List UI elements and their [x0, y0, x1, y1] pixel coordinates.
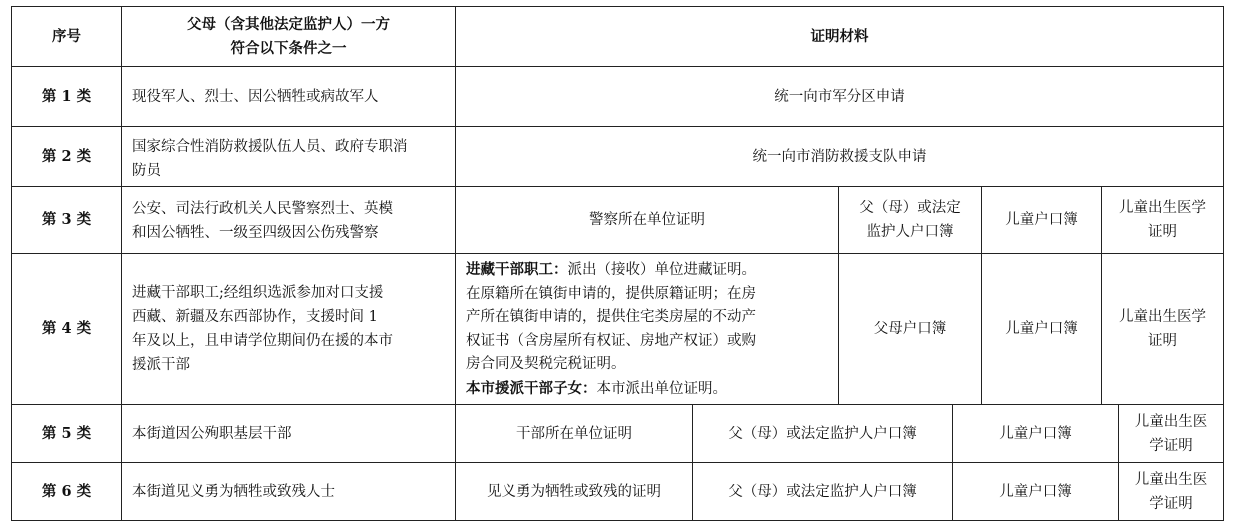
row-condition-line: 援派干部 — [132, 357, 190, 373]
row-material-child-hukou — [982, 254, 1101, 404]
row-condition — [122, 187, 455, 253]
row-material-text: 父（母）或法定监护人户口簿 — [728, 425, 917, 442]
table-row-no — [12, 187, 121, 253]
row-no-text: 第 2 类 — [41, 147, 92, 165]
row-condition — [122, 254, 455, 404]
row-material-child-hukou — [953, 463, 1118, 520]
table-row-no — [12, 127, 121, 186]
row-condition — [122, 463, 455, 520]
row-material-tibet — [466, 258, 836, 401]
row-material-text: 父母户口簿 — [873, 321, 947, 337]
row-material-proof — [456, 463, 692, 520]
row-material-line: 在原籍所在镇街申请的，提供原籍证明；在房 — [466, 285, 756, 302]
row-material-text: 儿童户口簿 — [999, 425, 1072, 442]
row-material-text: 派出（接收）单位进藏证明。 — [567, 262, 756, 278]
row-no-text: 第 1 类 — [41, 87, 92, 105]
header-condition — [122, 7, 455, 66]
table-row-no — [12, 405, 121, 462]
row-condition-line: 和因公牺牲、一级至四级因公伤残警察 — [132, 225, 379, 241]
row-material-parent-hukou — [693, 405, 952, 462]
row-material-line: 权证书（含房屋所有权证、房地产权证）或购 — [466, 332, 756, 349]
row-material-text: 统一向市军分区申请 — [774, 88, 905, 105]
row-material-birth-cert — [1102, 187, 1223, 253]
row-material-parent-hukou — [839, 254, 981, 404]
row-condition-text: 本街道因公殉职基层干部 — [132, 425, 292, 442]
row-material-proof — [456, 405, 692, 462]
row-material-line: 儿童出生医学 — [1119, 200, 1206, 216]
row-material-line — [466, 258, 836, 283]
header-materials — [456, 7, 1223, 66]
header-materials-text: 证明材料 — [810, 27, 869, 45]
row-condition-line: 国家综合性消防救援队伍人员、政府专职消 — [132, 139, 408, 155]
row-material-text: 见义勇为牺牲或致残的证明 — [487, 483, 661, 500]
row-material-parent-hukou — [839, 187, 981, 253]
row-condition-text: 本街道见义勇为牺牲或致残人士 — [132, 483, 335, 500]
row-condition-line: 年及以上，且申请学位期间仍在援的本市 — [132, 333, 393, 349]
row-material — [456, 127, 1223, 186]
row-material-line: 证明 — [1148, 224, 1177, 240]
row-material-text: 统一向市消防救援支队申请 — [752, 148, 927, 165]
header-no — [12, 7, 121, 66]
row-condition — [122, 67, 455, 126]
table-row-no — [12, 254, 121, 404]
row-material-birth-cert — [1119, 463, 1223, 520]
row-material-line: 儿童出生医 — [1134, 413, 1208, 430]
row-condition-text: 现役军人、烈士、因公牺牲或病故军人 — [132, 88, 379, 105]
row-material-line: 监护人户口簿 — [866, 224, 954, 240]
row-material-birth-cert — [1102, 254, 1223, 404]
header-condition-line: 符合以下条件之一 — [230, 39, 347, 57]
row-material-birth-cert — [1119, 405, 1223, 462]
row-material-text: 儿童户口簿 — [1005, 321, 1078, 337]
row-no-text: 第 5 类 — [41, 424, 92, 442]
row-material — [456, 67, 1223, 126]
table-border-right — [1223, 6, 1224, 521]
row-material-label: 本市援派干部子女： — [466, 379, 597, 397]
row-material-line: 学证明 — [1149, 437, 1193, 454]
row-condition — [122, 127, 455, 186]
table-border-bottom — [11, 520, 1224, 521]
row-material-line: 儿童出生医学 — [1119, 309, 1206, 325]
row-material-text: 儿童户口簿 — [1005, 212, 1078, 228]
row-material-child-hukou — [953, 405, 1118, 462]
row-material-line: 证明 — [1148, 333, 1177, 349]
row-material-line: 儿童出生医 — [1134, 471, 1208, 488]
row-condition-line: 防员 — [132, 163, 161, 179]
row-condition-line: 西藏、新疆及东西部协作，支援时间 1 — [132, 309, 378, 325]
table-row-no — [12, 463, 121, 520]
header-condition-line: 父母（含其他法定监护人）一方 — [187, 15, 390, 33]
row-material-child-hukou — [982, 187, 1101, 253]
row-condition-line: 进藏干部职工;经组织选派参加对口支援 — [132, 285, 384, 301]
row-material-text: 警察所在单位证明 — [589, 212, 705, 228]
row-material-line: 学证明 — [1149, 495, 1193, 512]
row-material-line: 房合同及契税完税证明。 — [466, 356, 626, 372]
row-material-line: 父（母）或法定 — [859, 200, 961, 216]
row-condition — [122, 405, 455, 462]
row-material-line: 产所在镇街申请的，提供住宅类房屋的不动产 — [466, 309, 756, 325]
row-material-proof — [456, 187, 838, 253]
header-no-text: 序号 — [52, 27, 81, 45]
row-material-text: 干部所在单位证明 — [516, 425, 632, 442]
row-no-text: 第 4 类 — [41, 320, 92, 337]
row-condition-line: 公安、司法行政机关人民警察烈士、英模 — [132, 201, 393, 217]
row-no-text: 第 6 类 — [41, 482, 92, 500]
row-material-text: 儿童户口簿 — [999, 483, 1072, 500]
table-row-no — [12, 67, 121, 126]
row-material-line — [466, 377, 836, 402]
row-material-text: 本市派出单位证明。 — [596, 380, 727, 397]
row-no-text: 第 3 类 — [41, 211, 92, 228]
row-material-text: 父（母）或法定监护人户口簿 — [728, 483, 917, 500]
row-material-label: 进藏干部职工： — [466, 261, 568, 278]
row-material-parent-hukou — [693, 463, 952, 520]
